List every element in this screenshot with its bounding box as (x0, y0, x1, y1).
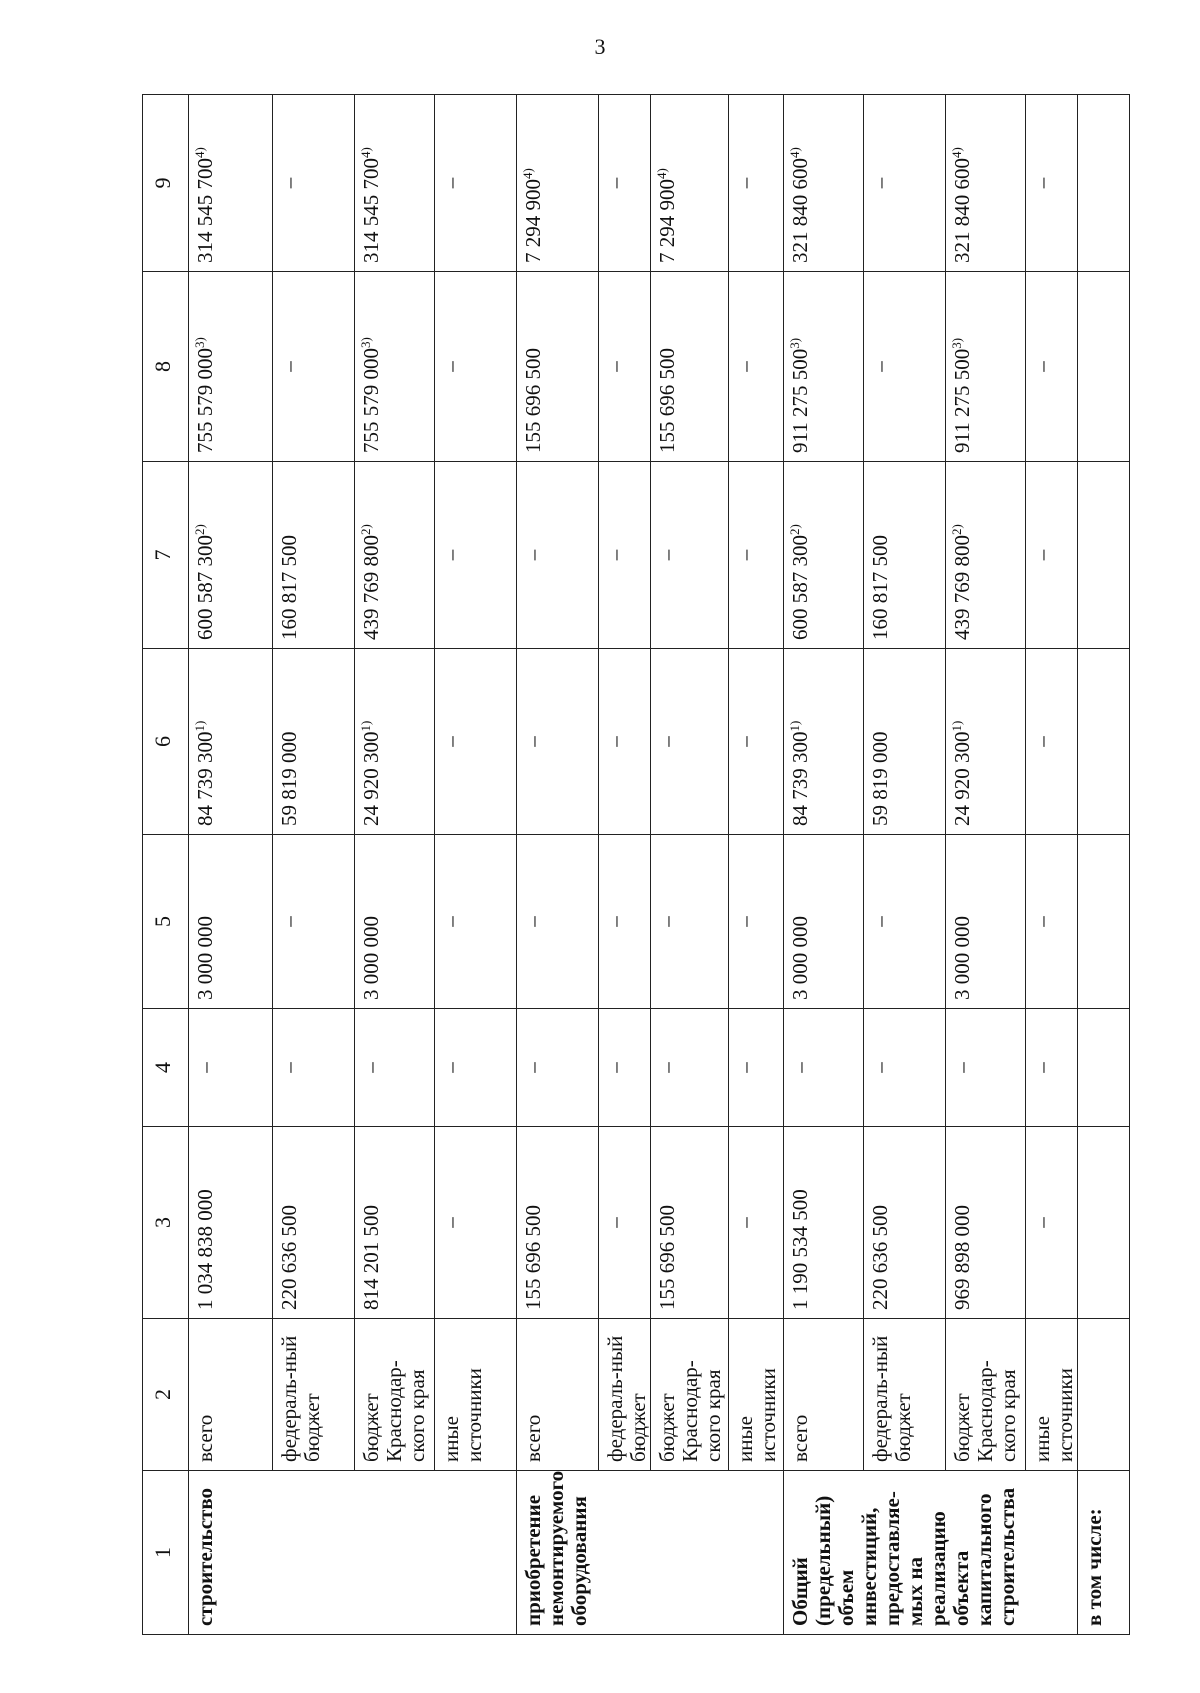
value-cell (189, 1127, 273, 1319)
value-text: – (603, 361, 627, 372)
value-cell (946, 1127, 1026, 1319)
value-text: 1 190 534 500 (788, 1189, 812, 1310)
value-text: 7 294 900 (521, 179, 545, 263)
value-text: 321 840 600 (950, 158, 974, 263)
funding-source: всего (517, 1319, 599, 1471)
value-cell (435, 835, 517, 1009)
table-row (946, 95, 1026, 1635)
value-cell (1026, 1009, 1078, 1127)
value-cell (599, 649, 651, 835)
item-label: Общий (предельный) объем инвестиций, предоставляе-мых на реализацию объекта капитального строительства (784, 1471, 1078, 1635)
table-row (1026, 95, 1078, 1635)
value-text: – (733, 1062, 757, 1073)
column-number-header: 1 (143, 1471, 189, 1635)
funding-source: иные источники (729, 1319, 784, 1471)
value-text: 911 275 500 (950, 348, 974, 453)
footnote-marker: 1) (949, 720, 964, 732)
page-number: 3 (594, 34, 606, 59)
table-row (355, 95, 435, 1635)
value-cell (864, 649, 946, 835)
value-cell (189, 835, 273, 1009)
value-text: – (868, 177, 892, 189)
footnote-marker: 1) (192, 720, 207, 732)
value-text: 84 739 300 (788, 731, 812, 826)
value-cell (599, 462, 651, 649)
table-row (1078, 95, 1130, 1635)
value-text: 155 696 500 (655, 1205, 679, 1310)
value-cell (355, 1127, 435, 1319)
value-cell (1026, 649, 1078, 835)
footnote-marker: 3) (192, 337, 207, 348)
value-cell (435, 1127, 517, 1319)
value-text: – (1030, 177, 1054, 189)
value-cell (651, 835, 729, 1009)
table-body (189, 95, 1130, 1635)
value-cell (517, 95, 599, 272)
value-cell (864, 1009, 946, 1127)
value-cell (651, 462, 729, 649)
value-cell (651, 649, 729, 835)
funding-source: иные источники (1026, 1319, 1078, 1471)
column-number-header: 8 (143, 272, 189, 462)
value-cell (946, 462, 1026, 649)
funding-source: бюджет Краснодар-ского края (651, 1319, 729, 1471)
value-cell (946, 1009, 1026, 1127)
footnote-marker: 3) (949, 337, 964, 349)
funding-source: федераль-ный бюджет (864, 1319, 946, 1471)
value-text: – (603, 1217, 627, 1228)
value-cell (1078, 1127, 1130, 1319)
value-cell (355, 95, 435, 272)
value-text: – (603, 177, 627, 189)
item-label: строительство (189, 1471, 517, 1635)
value-text: – (603, 916, 627, 927)
footnote-marker: 2) (358, 524, 373, 535)
value-text: – (1030, 1217, 1054, 1228)
value-cell (1078, 95, 1130, 272)
value-text: 755 579 000 (193, 348, 217, 453)
value-cell (355, 272, 435, 462)
item-label: приобретение немонтируемого оборудования (517, 1471, 784, 1635)
value-text: 969 898 000 (950, 1205, 974, 1310)
value-cell (517, 649, 599, 835)
value-text: 321 840 600 (788, 158, 812, 263)
value-cell (1078, 272, 1130, 462)
value-cell (189, 272, 273, 462)
value-text: 7 294 900 (655, 179, 679, 263)
investment-table (142, 94, 1130, 1635)
footnote-marker: 1) (787, 720, 802, 732)
value-cell (1078, 1009, 1130, 1127)
footnote-marker: 3) (787, 337, 802, 349)
value-text: – (439, 1062, 463, 1073)
footnote-marker: 2) (787, 524, 802, 535)
value-text: 160 817 500 (868, 535, 892, 640)
value-cell (729, 272, 784, 462)
value-text: – (439, 1217, 463, 1228)
value-text: 3 000 000 (193, 916, 217, 1000)
footnote-marker: 4) (949, 147, 964, 158)
table-row (435, 95, 517, 1635)
value-cell (435, 272, 517, 462)
value-text: 3 000 000 (359, 916, 383, 1000)
funding-source (1078, 1319, 1130, 1471)
value-text: – (655, 916, 679, 927)
value-text: 220 636 500 (277, 1205, 301, 1310)
value-cell (517, 835, 599, 1009)
value-text: – (603, 736, 627, 747)
value-cell (599, 835, 651, 1009)
value-text: – (439, 177, 463, 189)
value-text: – (733, 736, 757, 747)
value-cell (599, 1009, 651, 1127)
value-cell (864, 95, 946, 272)
value-text: 220 636 500 (868, 1205, 892, 1310)
column-number-header: 6 (143, 649, 189, 835)
value-cell (517, 1127, 599, 1319)
funding-source: всего (189, 1319, 273, 1471)
value-text: 59 819 000 (868, 731, 892, 826)
footnote-marker: 4) (192, 147, 207, 158)
value-cell (1078, 649, 1130, 835)
value-cell (864, 1127, 946, 1319)
value-cell (273, 462, 355, 649)
value-cell (864, 462, 946, 649)
footnote-marker: 4) (520, 168, 535, 179)
value-cell (784, 649, 864, 835)
value-text: 59 819 000 (277, 731, 301, 826)
funding-source: федераль-ный бюджет (273, 1319, 355, 1471)
value-text: – (950, 1062, 974, 1073)
column-number-header: 3 (143, 1127, 189, 1319)
value-text: 911 275 500 (788, 348, 812, 453)
table-row (517, 95, 599, 1635)
value-text: 155 696 500 (655, 348, 679, 453)
value-cell (189, 649, 273, 835)
value-cell (599, 1127, 651, 1319)
value-text: – (521, 549, 545, 561)
table-row (864, 95, 946, 1635)
value-cell (435, 462, 517, 649)
value-cell (273, 1009, 355, 1127)
value-text: – (277, 177, 301, 189)
value-cell (273, 95, 355, 272)
value-cell (1026, 462, 1078, 649)
value-cell (729, 649, 784, 835)
value-text: – (1030, 736, 1054, 747)
value-cell (864, 272, 946, 462)
value-cell (273, 1127, 355, 1319)
value-cell (651, 95, 729, 272)
footnote-marker: 2) (192, 524, 207, 535)
column-number-header: 9 (143, 95, 189, 272)
value-cell (1026, 95, 1078, 272)
value-cell (517, 462, 599, 649)
value-text: 24 920 300 (359, 731, 383, 826)
value-cell (517, 1009, 599, 1127)
header-row (143, 95, 189, 1635)
value-cell (784, 1009, 864, 1127)
value-cell (517, 272, 599, 462)
value-cell (651, 1009, 729, 1127)
value-text: – (439, 549, 463, 561)
value-cell (729, 462, 784, 649)
footnote-marker: 4) (358, 147, 373, 158)
funding-source: всего (784, 1319, 864, 1471)
funding-source: федераль-ный бюджет (599, 1319, 651, 1471)
value-text: – (733, 549, 757, 561)
value-cell (435, 1009, 517, 1127)
value-cell (355, 1009, 435, 1127)
value-text: – (1030, 1062, 1054, 1073)
value-text: – (277, 1062, 301, 1073)
value-cell (784, 272, 864, 462)
table-row (273, 95, 355, 1635)
value-text: 3 000 000 (950, 916, 974, 1000)
value-text: – (439, 916, 463, 927)
funding-source: бюджет Краснодар-ского края (355, 1319, 435, 1471)
value-text: 314 545 700 (193, 158, 217, 263)
value-text: 439 769 800 (359, 535, 383, 640)
column-number-header: 2 (143, 1319, 189, 1471)
value-text: – (277, 916, 301, 927)
value-text: – (193, 1062, 217, 1073)
table-row (599, 95, 651, 1635)
value-text: – (439, 736, 463, 747)
item-label: в том числе: (1078, 1471, 1130, 1635)
value-text: – (1030, 361, 1054, 372)
value-cell (435, 95, 517, 272)
column-number-header: 5 (143, 835, 189, 1009)
value-text: – (655, 549, 679, 561)
value-cell (1026, 272, 1078, 462)
value-cell (189, 462, 273, 649)
value-text: – (603, 1062, 627, 1073)
value-cell (651, 272, 729, 462)
value-text: 439 769 800 (950, 535, 974, 640)
value-cell (1078, 462, 1130, 649)
value-text: – (868, 916, 892, 927)
table-row (651, 95, 729, 1635)
value-text: – (868, 361, 892, 372)
value-cell (273, 649, 355, 835)
value-text: – (603, 549, 627, 561)
value-text: – (439, 361, 463, 372)
value-cell (273, 835, 355, 1009)
value-text: – (733, 177, 757, 189)
value-text: – (655, 736, 679, 747)
value-text: 84 739 300 (193, 731, 217, 826)
value-text: 755 579 000 (359, 348, 383, 453)
value-cell (784, 462, 864, 649)
value-text: – (521, 736, 545, 747)
value-cell (946, 835, 1026, 1009)
value-cell (599, 95, 651, 272)
value-text: – (1030, 916, 1054, 927)
value-cell (729, 1127, 784, 1319)
value-text: – (521, 916, 545, 927)
value-text: – (733, 361, 757, 372)
value-text: 155 696 500 (521, 348, 545, 453)
value-cell (946, 272, 1026, 462)
value-cell (784, 95, 864, 272)
footnote-marker: 4) (654, 168, 669, 179)
value-text: 600 587 300 (788, 535, 812, 640)
value-cell (784, 835, 864, 1009)
value-text: – (868, 1062, 892, 1073)
table-row (729, 95, 784, 1635)
value-cell (355, 835, 435, 1009)
table-row (784, 95, 864, 1635)
value-text: – (277, 361, 301, 372)
footnote-marker: 2) (949, 524, 964, 535)
value-text: – (359, 1062, 383, 1073)
value-text: – (788, 1062, 812, 1073)
value-cell (784, 1127, 864, 1319)
value-cell (946, 95, 1026, 272)
funding-source: иные источники (435, 1319, 517, 1471)
investment-table-rotated (142, 95, 1106, 1635)
value-cell (946, 649, 1026, 835)
value-text: 814 201 500 (359, 1205, 383, 1310)
value-cell (355, 462, 435, 649)
value-text: – (1030, 549, 1054, 561)
footnote-marker: 3) (358, 337, 373, 348)
value-cell (273, 272, 355, 462)
value-cell (1026, 835, 1078, 1009)
value-cell (729, 835, 784, 1009)
table-row (189, 95, 273, 1635)
value-text: 1 034 838 000 (193, 1189, 217, 1310)
column-number-header: 4 (143, 1009, 189, 1127)
value-cell (864, 835, 946, 1009)
value-text: 155 696 500 (521, 1205, 545, 1310)
value-text: 160 817 500 (277, 535, 301, 640)
value-text: 314 545 700 (359, 158, 383, 263)
value-text: 3 000 000 (788, 916, 812, 1000)
column-number-header: 7 (143, 462, 189, 649)
value-cell (729, 95, 784, 272)
value-cell (189, 95, 273, 272)
value-cell (729, 1009, 784, 1127)
value-text: 600 587 300 (193, 535, 217, 640)
value-text: – (733, 1217, 757, 1228)
value-cell (599, 272, 651, 462)
footnote-marker: 4) (787, 147, 802, 158)
value-cell (651, 1127, 729, 1319)
value-text: – (521, 1062, 545, 1073)
footnote-marker: 1) (358, 720, 373, 732)
value-cell (435, 649, 517, 835)
value-text: – (733, 916, 757, 927)
value-text: 24 920 300 (950, 731, 974, 826)
value-text: – (655, 1062, 679, 1073)
value-cell (355, 649, 435, 835)
value-cell (1078, 835, 1130, 1009)
value-cell (1026, 1127, 1078, 1319)
value-cell (189, 1009, 273, 1127)
funding-source: бюджет Краснодар-ского края (946, 1319, 1026, 1471)
